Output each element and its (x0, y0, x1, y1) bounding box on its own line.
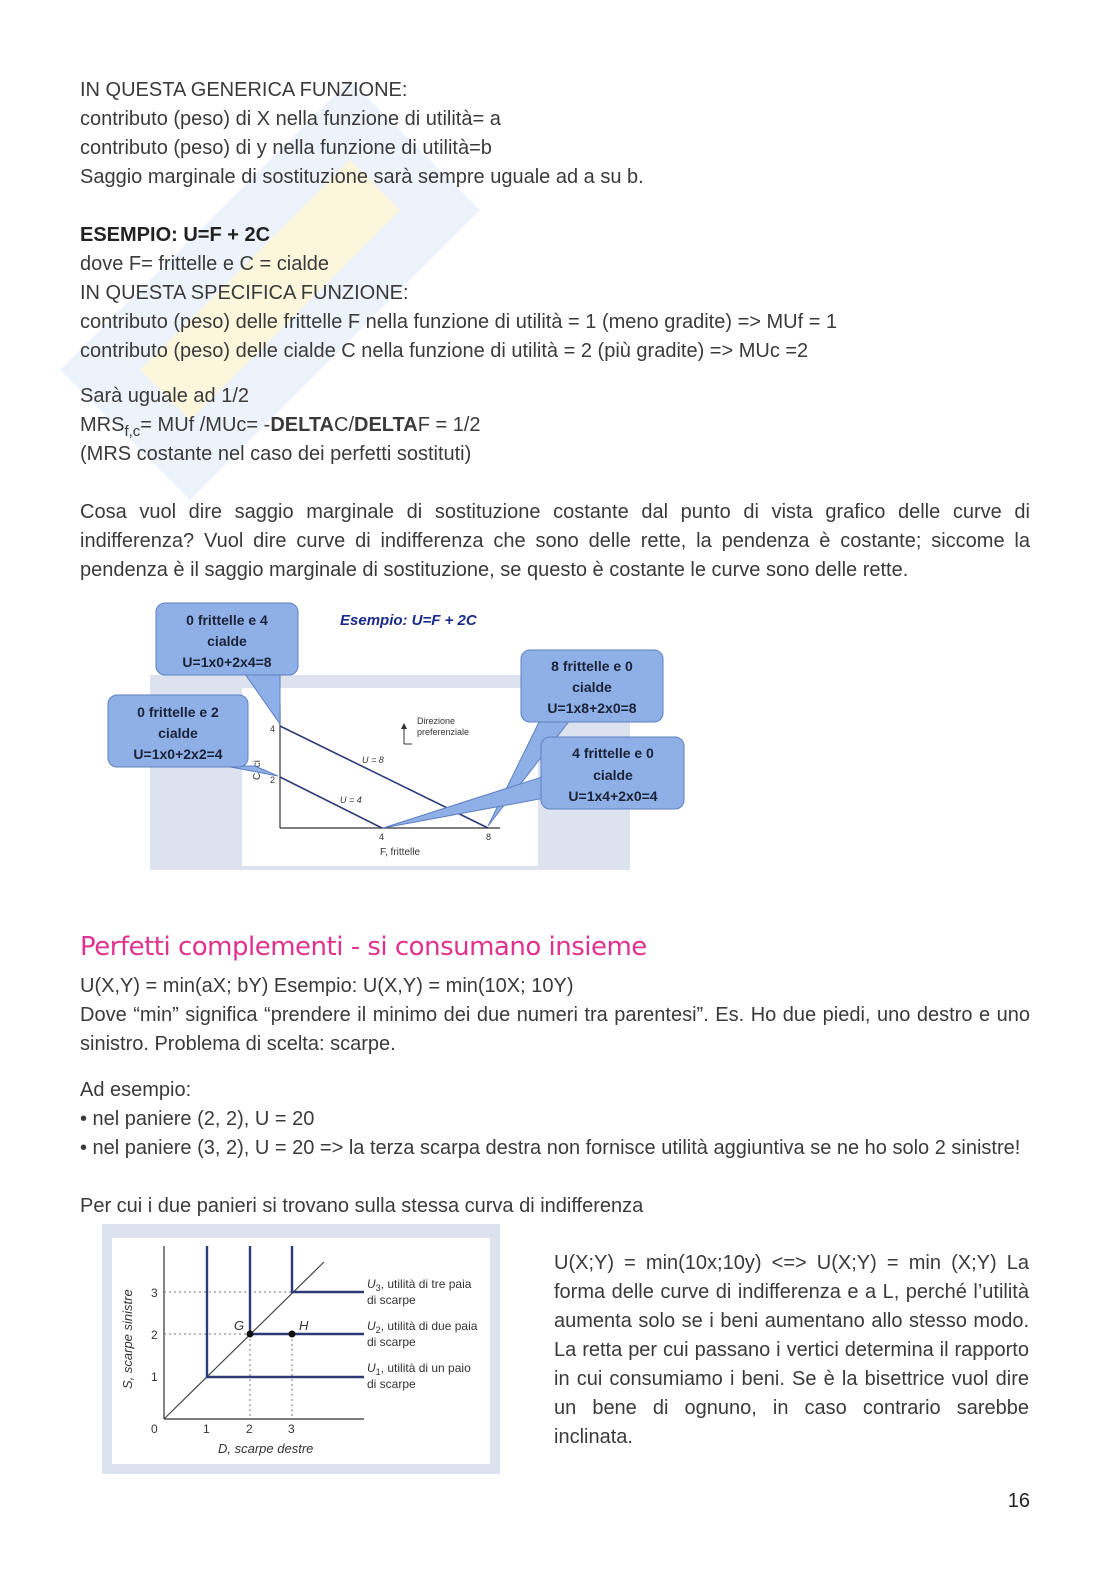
chart2-plot-area (112, 1238, 490, 1464)
example-line-2: IN QUESTA SPECIFICA FUNZIONE: (80, 282, 409, 304)
section-conclusion: Per cui i due panieri si trovano sulla stessa curva di indifferenza (80, 1195, 644, 1217)
callout-4-line-2: cialde (593, 767, 633, 783)
chart2-label-u2: $U_2$, utilità di due paia (367, 1319, 478, 1335)
callout-4-line-3: U=1x4+2x0=4 (568, 788, 658, 804)
chart2-label-u2-line-2: di scarpe (367, 1335, 416, 1349)
mrs-mid: = MUf /MUc= - (140, 414, 271, 436)
example-heading: ESEMPIO: U=F + 2C (80, 224, 271, 246)
mrs-line-3: (MRS costante nel caso dei perfetti sostituti) (80, 443, 472, 465)
chart2-point-g (247, 1331, 254, 1338)
mrs-subscript: f,c (124, 423, 141, 440)
callout-2-line-1: 0 frittelle e 2 (137, 704, 219, 720)
chart2-point-h (289, 1331, 296, 1338)
chart2-ytick-2: 2 (151, 1328, 158, 1342)
mrs-delta-2: DELTA (354, 414, 418, 436)
mrs-c: C/ (334, 414, 355, 436)
example-line-3: contributo (peso) delle frittelle F nella funzione di utilità = 1 (meno gradite) => MUf = 1 (80, 311, 838, 333)
callout-3-line-2: cialde (572, 679, 612, 695)
chart1-xtick-8: 8 (486, 832, 492, 842)
callout-1-line-1: 0 frittelle e 4 (186, 612, 268, 628)
callout-2 (108, 695, 248, 767)
chart2-label-u3-line-2: di scarpe (367, 1293, 416, 1307)
chart1-xlabel: F, frittelle (380, 847, 421, 858)
callout-4-line-1: 4 frittelle e 0 (572, 745, 654, 761)
chart1-ytick-4: 4 (270, 724, 276, 734)
chart1-plot-area (242, 688, 538, 866)
example-line-4: contributo (peso) delle cialde C nella funzione di utilità = 2 (più gradite) => MUc =2 (80, 340, 809, 362)
chart1-direction-label-1: Direzione (417, 716, 456, 726)
section-bullet-1: • nel paniere (2, 2), U = 20 (80, 1108, 315, 1130)
section-bullet-2: • nel paniere (3, 2), U = 20 => la terza scarpa destra non fornisce utilità aggiuntiva se ne ho solo 2 sinistre! (80, 1137, 1021, 1159)
chart1-label-u4: U = 4 (340, 795, 362, 805)
callout-1-line-2: cialde (207, 633, 247, 649)
mrs-tail: F = 1/2 (417, 414, 481, 436)
callout-3-line-3: U=1x8+2x0=8 (547, 700, 637, 716)
mrs-prefix: MRS (80, 414, 125, 436)
mrs-line-1: Sarà uguale ad 1/2 (80, 385, 250, 407)
callout-4 (541, 737, 684, 809)
chart1-title: Esempio: U=F + 2C (340, 612, 477, 629)
section-paragraph: Dove “min” significa “prendere il minimo dei due numeri tra parentesi”. Es. Ho due piedi, uno destro e uno sinistro. Problema di scelta: scarpe. (80, 1004, 1030, 1055)
intro-line-1: IN QUESTA GENERICA FUNZIONE: (80, 79, 408, 101)
paragraph-1: Cosa vuol dire saggio marginale di sostituzione costante dal punto di vista grafico delle curve di indifferenza? Vuol dire curve di indifferenza che sono delle rette, la pendenza è costante; siccome la pendenza è il saggio marginale di sostituzione, se questo è costante le curve sono delle rette. (80, 501, 1030, 581)
chart2-label-u3: $U_3$, utilità di tre paia (367, 1277, 472, 1293)
mrs-delta-1: DELTA (270, 414, 335, 436)
callout-3 (521, 650, 663, 722)
substitutes-chart (100, 600, 700, 875)
chart1-xtick-4: 4 (379, 832, 385, 842)
example-line-1: dove F= frittelle e C = cialde (80, 253, 330, 275)
chart2-xtick-2: 2 (246, 1422, 253, 1436)
chart2-label-u1-line-2: di scarpe (367, 1377, 416, 1391)
complements-chart (102, 1224, 500, 1474)
page-number: 16 (1007, 1490, 1030, 1512)
chart2-ytick-1: 1 (151, 1370, 158, 1384)
chart1-label-u8: U = 8 (362, 755, 384, 765)
chart2-label-g: G (234, 1318, 245, 1333)
intro-line-3: contributo (peso) di y nella funzione di utilità=b (80, 137, 492, 159)
section-title: Perfetti complementi - si consumano insieme (80, 932, 647, 962)
chart1-ytick-2: 2 (270, 775, 276, 785)
intro-line-2: contributo (peso) di X nella funzione di utilità= a (80, 108, 501, 130)
section-example-intro: Ad esempio: (80, 1079, 192, 1101)
chart2-label-h: H (299, 1318, 309, 1333)
callout-1-line-3: U=1x0+2x4=8 (182, 654, 272, 670)
chart2-xtick-1: 1 (203, 1422, 210, 1436)
callout-1 (156, 603, 298, 675)
chart1-direction-label-2: preferenziale (417, 727, 470, 737)
chart2-xtick-0: 0 (151, 1422, 158, 1436)
chart2-ylabel: S, scarpe sinistre (120, 1289, 135, 1389)
chart2-ytick-3: 3 (151, 1286, 158, 1300)
callout-2-line-3: U=1x0+2x2=4 (133, 746, 223, 762)
side-text: U(X;Y) = min(10x;10y) <=> U(X;Y) = min (X;Y) La forma delle curve di indifferenza e a L, perché l’utilità aumenta solo se i beni aumentano allo stesso modo. La retta per cui passano i vertici determina il rapporto in cui consumiamo i beni. Se è la bisettrice vuol dire un bene di ognuno, in caso contrario sarebbe inclinata. (554, 1252, 1029, 1448)
callout-3-line-1: 8 frittelle e 0 (551, 658, 633, 674)
chart2-xlabel: D, scarpe destre (218, 1441, 314, 1456)
chart2-xtick-3: 3 (288, 1422, 295, 1436)
callout-2-line-2: cialde (158, 725, 198, 741)
section-line-1: U(X,Y) = min(aX; bY) Esempio: U(X,Y) = min(10X; 10Y) (80, 975, 574, 997)
chart2-label-u1: $U_1$, utilità di un paio (367, 1361, 471, 1377)
intro-line-4: Saggio marginale di sostituzione sarà sempre uguale ad a su b. (80, 166, 644, 188)
